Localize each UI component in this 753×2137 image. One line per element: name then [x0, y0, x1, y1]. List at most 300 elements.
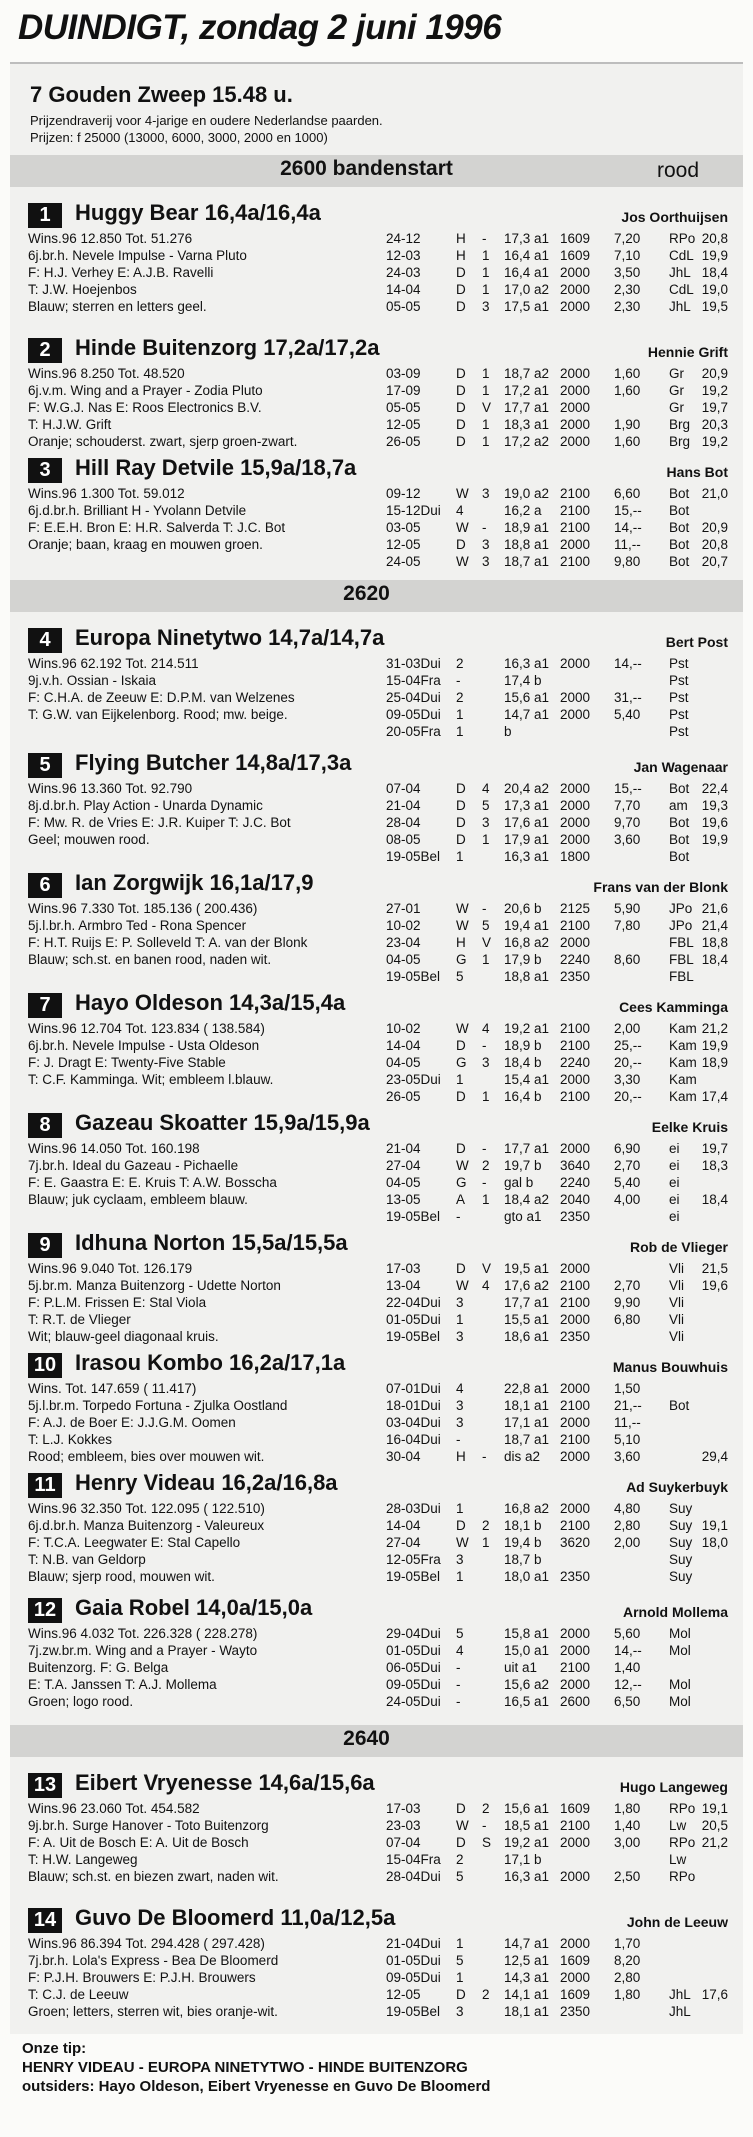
- info-line: T: C.F. Kamminga. Wit; embleem l.blauw.: [28, 1072, 274, 1087]
- result-cell: Pst: [669, 656, 689, 671]
- result-cell: 31,--: [614, 690, 642, 705]
- result-cell: D: [456, 434, 466, 449]
- result-cell: D: [456, 1835, 466, 1850]
- result-cell: 2,00: [614, 1021, 641, 1036]
- result-cell: Bot: [669, 503, 690, 518]
- result-cell: D: [456, 1518, 466, 1533]
- result-cell: Pst: [669, 673, 689, 688]
- result-cell: 12-05Fra: [386, 1552, 441, 1567]
- result-row: [386, 1020, 728, 1037]
- result-cell: 07-04: [386, 1835, 421, 1850]
- result-cell: 3: [482, 537, 490, 552]
- result-row: [386, 1676, 728, 1693]
- horse-info: [28, 1020, 388, 1088]
- result-cell: 2100: [560, 1518, 591, 1533]
- result-cell: Kam: [669, 1021, 697, 1036]
- result-cell: Bot: [669, 537, 690, 552]
- result-cell: 2000: [560, 935, 591, 950]
- result-cell: 3640: [560, 1158, 591, 1173]
- result-cell: -: [456, 1660, 461, 1675]
- result-cell: 1: [482, 383, 490, 398]
- result-cell: 4: [456, 1643, 464, 1658]
- result-cell: 2: [456, 690, 464, 705]
- result-cell: Mol: [669, 1694, 691, 1709]
- result-cell: 17,4 b: [504, 673, 542, 688]
- horse-name: Eibert Vryenesse 14,6a/15,6a: [75, 1770, 375, 1795]
- result-cell: 24-05Dui: [386, 1694, 441, 1709]
- result-row: [386, 264, 728, 281]
- result-cell: 2000: [560, 1626, 591, 1641]
- result-cell: 7,20: [614, 231, 641, 246]
- result-cell: JhL: [669, 2004, 691, 2019]
- horse-entry: [28, 335, 728, 449]
- result-cell: W: [456, 1158, 469, 1173]
- result-row: [386, 1642, 728, 1659]
- result-cell: 4: [456, 503, 464, 518]
- result-cell: 6,80: [614, 1312, 641, 1327]
- horse-entry: [28, 1905, 728, 2019]
- result-cell: 20,9: [701, 366, 728, 381]
- result-cell: 2240: [560, 1055, 591, 1070]
- result-cell: RPo: [669, 1835, 696, 1850]
- result-cell: 2000: [560, 690, 591, 705]
- driver-name: Hugo Langeweg: [619, 1779, 728, 1795]
- result-cell: 17-03: [386, 1801, 421, 1816]
- result-cell: 20,--: [614, 1089, 642, 1104]
- result-cell: 18,8: [701, 935, 728, 950]
- result-cell: 16,8 a2: [504, 935, 550, 950]
- result-cell: D: [456, 537, 466, 552]
- info-line: 8j.d.br.h. Play Action - Unarda Dynamic: [28, 798, 263, 813]
- result-cell: 1,70: [614, 1936, 641, 1951]
- info-line: Geel; mouwen rood.: [28, 832, 150, 847]
- result-cell: 2350: [560, 2004, 591, 2019]
- result-cell: 19,7: [701, 400, 728, 415]
- result-cell: Vli: [669, 1261, 685, 1276]
- horse-header: [28, 625, 728, 655]
- result-row: [386, 230, 728, 247]
- result-cell: 15-04Fra: [386, 673, 441, 688]
- result-cell: 20,8: [701, 537, 728, 552]
- result-row: [386, 655, 728, 672]
- result-row: [386, 1157, 728, 1174]
- result-cell: 17,1 b: [504, 1852, 542, 1867]
- result-cell: D: [456, 299, 466, 314]
- result-cell: Kam: [669, 1072, 697, 1087]
- result-cell: Pst: [669, 690, 689, 705]
- result-cell: 17,6 a1: [504, 815, 550, 830]
- past-results: [386, 655, 728, 740]
- result-cell: -: [482, 1818, 487, 1833]
- result-cell: 19,6: [701, 1278, 728, 1293]
- result-cell: 16,5 a1: [504, 1694, 550, 1709]
- result-cell: 18,7 a1: [504, 554, 550, 569]
- past-results: [386, 1500, 728, 1585]
- info-line: T: H.W. Langeweg: [28, 1852, 138, 1867]
- info-line: Groen; letters, sterren wit, bies oranje-wit.: [28, 2004, 278, 2019]
- result-cell: 07-04: [386, 781, 421, 796]
- past-results: [386, 1935, 728, 2020]
- result-cell: 3: [482, 299, 490, 314]
- result-cell: 18-01Dui: [386, 1398, 441, 1413]
- start-number-badge: 2: [28, 338, 62, 363]
- start-number-badge: 14: [28, 1908, 62, 1933]
- result-cell: 2000: [560, 1415, 591, 1430]
- result-row: [386, 1328, 728, 1345]
- result-cell: 28-04: [386, 815, 421, 830]
- result-cell: 2100: [560, 1038, 591, 1053]
- result-row: [386, 1208, 728, 1225]
- info-line: Wins.96 1.300 Tot. 59.012: [28, 486, 185, 501]
- info-line: Wins.96 14.050 Tot. 160.198: [28, 1141, 200, 1156]
- result-row: [386, 1986, 728, 2003]
- result-cell: 8,60: [614, 952, 641, 967]
- result-cell: D: [456, 1261, 466, 1276]
- result-cell: 2000: [560, 282, 591, 297]
- result-cell: 21,4: [701, 918, 728, 933]
- result-cell: 19,4 a1: [504, 918, 550, 933]
- horse-entry: [28, 1350, 728, 1464]
- result-cell: 5,90: [614, 901, 641, 916]
- result-cell: 12,--: [614, 1677, 642, 1692]
- result-cell: W: [456, 486, 469, 501]
- info-line: T: R.T. de Vlieger: [28, 1312, 131, 1327]
- result-cell: Lw: [669, 1852, 687, 1867]
- result-row: [386, 1311, 728, 1328]
- horse-name: Ian Zorgwijk 16,1a/17,9: [75, 870, 314, 895]
- result-cell: H: [456, 248, 466, 263]
- result-cell: 1: [482, 434, 490, 449]
- info-line: F: H.J. Verhey E: A.J.B. Ravelli: [28, 265, 214, 280]
- result-cell: 18,1 a1: [504, 2004, 550, 2019]
- result-cell: 2: [482, 1987, 490, 2002]
- result-cell: Mol: [669, 1626, 691, 1641]
- result-cell: -: [456, 1677, 461, 1692]
- result-cell: RPo: [669, 1801, 696, 1816]
- result-cell: 5,40: [614, 1175, 641, 1190]
- result-row: [386, 934, 728, 951]
- result-cell: 5,40: [614, 707, 641, 722]
- start-number-badge: 4: [28, 628, 62, 653]
- result-cell: 3,30: [614, 1072, 641, 1087]
- result-cell: D: [456, 781, 466, 796]
- result-cell: 2100: [560, 1432, 591, 1447]
- result-cell: 18,7 a2: [504, 366, 550, 381]
- result-cell: 1609: [560, 1953, 591, 1968]
- result-cell: 14,7 a1: [504, 1936, 550, 1951]
- result-cell: D: [456, 1141, 466, 1156]
- result-cell: -: [456, 1694, 461, 1709]
- result-row: [386, 502, 728, 519]
- result-cell: 2,50: [614, 1869, 641, 1884]
- result-cell: 01-05Dui: [386, 1312, 441, 1327]
- result-cell: Mol: [669, 1643, 691, 1658]
- result-cell: 20,6 b: [504, 901, 542, 916]
- result-cell: 3: [456, 1398, 464, 1413]
- info-line: T: N.B. van Geldorp: [28, 1552, 146, 1567]
- result-cell: 18,4: [701, 952, 728, 967]
- start-number-badge: 7: [28, 993, 62, 1018]
- result-cell: 21,0: [701, 486, 728, 501]
- info-line: T: J.W. Hoejenbos: [28, 282, 137, 297]
- result-cell: 2350: [560, 1569, 591, 1584]
- result-cell: Vli: [669, 1312, 685, 1327]
- horse-entry: [28, 200, 728, 314]
- horse-info: [28, 1500, 388, 1585]
- result-cell: 1: [482, 1535, 490, 1550]
- result-cell: 19,5 a1: [504, 1261, 550, 1276]
- result-cell: 9,90: [614, 1295, 641, 1310]
- info-line: F: C.H.A. de Zeeuw E: D.P.M. van Welzenes: [28, 690, 295, 705]
- result-cell: 16,4 b: [504, 1089, 542, 1104]
- result-cell: 17,3 a1: [504, 231, 550, 246]
- result-cell: 3: [456, 1415, 464, 1430]
- result-cell: 17,1 a1: [504, 1415, 550, 1430]
- horse-info: [28, 1140, 388, 1208]
- result-row: [386, 780, 728, 797]
- result-cell: 3620: [560, 1535, 591, 1550]
- result-cell: 4: [482, 1021, 490, 1036]
- result-cell: 09-12: [386, 486, 421, 501]
- horse-header: [28, 1110, 728, 1140]
- result-cell: 20-05Fra: [386, 724, 441, 739]
- result-cell: 20,3: [701, 417, 728, 432]
- result-cell: D: [456, 366, 466, 381]
- result-cell: 29-04Dui: [386, 1626, 441, 1641]
- result-cell: 3: [482, 1055, 490, 1070]
- result-cell: Suy: [669, 1535, 693, 1550]
- result-cell: 2000: [560, 798, 591, 813]
- result-cell: 12-05: [386, 417, 421, 432]
- result-cell: 18,7 b: [504, 1552, 542, 1567]
- result-cell: 1: [456, 1970, 464, 1985]
- horse-entry: [28, 625, 728, 739]
- result-cell: ei: [669, 1158, 680, 1173]
- result-cell: V: [482, 935, 492, 950]
- horse-header: [28, 990, 728, 1020]
- horse-info: [28, 1935, 388, 2020]
- result-row: [386, 485, 728, 502]
- result-cell: 2,30: [614, 282, 641, 297]
- result-cell: 22,8 a1: [504, 1381, 550, 1396]
- driver-name: Cees Kamminga: [619, 999, 728, 1015]
- tip-favorites: HENRY VIDEAU - EUROPA NINETYTWO - HINDE BUITENZORG: [22, 2059, 468, 2076]
- result-cell: Gr: [669, 366, 684, 381]
- result-cell: D: [456, 798, 466, 813]
- horse-info: [28, 1260, 388, 1345]
- result-cell: D: [456, 1038, 466, 1053]
- race-title: 7 Gouden Zweep 15.48 u.: [30, 82, 293, 107]
- start-number-badge: 6: [28, 873, 62, 898]
- result-cell: 19,9: [701, 1038, 728, 1053]
- info-line: 5j.br.m. Manza Buitenzorg - Udette Norton: [28, 1278, 281, 1293]
- result-cell: 2: [456, 656, 464, 671]
- result-cell: 21,6: [701, 901, 728, 916]
- result-cell: 17,9 a1: [504, 832, 550, 847]
- result-row: [386, 917, 728, 934]
- tip-label: Onze tip:: [22, 2040, 87, 2057]
- result-cell: 17,7 a1: [504, 1141, 550, 1156]
- result-cell: 10-02: [386, 1021, 421, 1036]
- result-cell: 14-04: [386, 282, 421, 297]
- horse-header: [28, 200, 728, 230]
- result-cell: 2,70: [614, 1278, 641, 1293]
- horse-header: [28, 1905, 728, 1935]
- horse-info: [28, 1800, 388, 1885]
- result-cell: 2000: [560, 1835, 591, 1850]
- result-row: [386, 1517, 728, 1534]
- result-cell: -: [456, 1432, 461, 1447]
- result-cell: Bot: [669, 486, 690, 501]
- result-cell: 11,--: [614, 1415, 641, 1430]
- result-cell: 20,5: [701, 1818, 728, 1833]
- result-cell: 2100: [560, 1295, 591, 1310]
- result-cell: 8,20: [614, 1953, 641, 1968]
- result-cell: 2000: [560, 1072, 591, 1087]
- result-cell: uit a1: [504, 1660, 538, 1675]
- result-cell: Bot: [669, 520, 690, 535]
- result-cell: 1609: [560, 248, 591, 263]
- result-row: [386, 1625, 728, 1642]
- result-cell: 19,2 a1: [504, 1835, 550, 1850]
- result-cell: 2100: [560, 1278, 591, 1293]
- driver-name: John de Leeuw: [626, 1914, 728, 1930]
- result-cell: 17,0 a2: [504, 282, 550, 297]
- result-cell: 2000: [560, 537, 591, 552]
- result-cell: Suy: [669, 1501, 693, 1516]
- result-cell: 13-05: [386, 1192, 421, 1207]
- result-cell: 18,6 a1: [504, 1329, 550, 1344]
- result-cell: -: [482, 1175, 487, 1190]
- info-line: Wins. Tot. 147.659 ( 11.417): [28, 1381, 197, 1396]
- result-cell: 1,60: [614, 434, 641, 449]
- result-cell: 17-03: [386, 1261, 421, 1276]
- horse-name: Gaia Robel 14,0a/15,0a: [75, 1595, 313, 1620]
- result-cell: dis a2: [504, 1449, 541, 1464]
- info-line: E: T.A. Janssen T: A.J. Mollema: [28, 1677, 217, 1692]
- driver-name: Jan Wagenaar: [633, 759, 728, 775]
- info-line: F: J. Dragt E: Twenty-Five Stable: [28, 1055, 226, 1070]
- result-cell: 27-04: [386, 1158, 421, 1173]
- result-row: [386, 2003, 728, 2020]
- result-cell: D: [456, 400, 466, 415]
- result-cell: 08-05: [386, 832, 421, 847]
- result-row: [386, 1071, 728, 1088]
- info-line: Groen; logo rood.: [28, 1694, 134, 1709]
- result-cell: Vli: [669, 1295, 685, 1310]
- result-cell: 09-05Dui: [386, 707, 441, 722]
- result-cell: 22,4: [701, 781, 728, 796]
- result-cell: 1609: [560, 1801, 591, 1816]
- result-row: [386, 247, 728, 264]
- info-line: F: P.J.H. Brouwers E: P.J.H. Brouwers: [28, 1970, 256, 1985]
- result-cell: 18,9: [701, 1055, 728, 1070]
- result-cell: 09-05Dui: [386, 1677, 441, 1692]
- horse-header: [28, 335, 728, 365]
- result-cell: 15-12Dui: [386, 503, 441, 518]
- result-cell: 10-02: [386, 918, 421, 933]
- horse-name: Hinde Buitenzorg 17,2a/17,2a: [75, 335, 380, 360]
- race-prizes: Prijzen: f 25000 (13000, 6000, 3000, 2000 en 1000): [30, 130, 328, 145]
- result-cell: 20,4 a2: [504, 781, 550, 796]
- result-cell: 12-05: [386, 537, 421, 552]
- info-line: Blauw; juk cyclaam, embleem blauw.: [28, 1192, 248, 1207]
- info-line: Rood; embleem, bies over mouwen wit.: [28, 1449, 265, 1464]
- info-line: F: E. Gaastra E: E. Kruis T: A.W. Bosscha: [28, 1175, 277, 1190]
- result-cell: 19,6: [701, 815, 728, 830]
- result-cell: 17,6: [701, 1987, 728, 2002]
- result-cell: 21,5: [701, 1261, 728, 1276]
- horse-name: Idhuna Norton 15,5a/15,5a: [75, 1230, 348, 1255]
- result-cell: 3: [456, 1295, 464, 1310]
- result-row: [386, 399, 728, 416]
- past-results: [386, 1800, 728, 1885]
- result-cell: 17,2 a1: [504, 383, 550, 398]
- result-cell: 3,50: [614, 265, 641, 280]
- result-cell: 3: [456, 1552, 464, 1567]
- result-row: [386, 1191, 728, 1208]
- horse-name: Henry Videau 16,2a/16,8a: [75, 1470, 338, 1495]
- driver-name: Hennie Grift: [647, 344, 728, 360]
- result-cell: V: [482, 1261, 492, 1276]
- section-2640: 2640: [343, 1727, 390, 1750]
- result-cell: 09-05Dui: [386, 1970, 441, 1985]
- info-line: 6j.d.br.h. Brilliant H - Yvolann Detvile: [28, 503, 247, 518]
- result-cell: 17,7 a1: [504, 1295, 550, 1310]
- horse-header: [28, 1470, 728, 1500]
- result-row: [386, 416, 728, 433]
- result-cell: 19,0: [701, 282, 728, 297]
- result-cell: 01-05Dui: [386, 1643, 441, 1658]
- result-cell: 23-05Dui: [386, 1072, 441, 1087]
- result-cell: 19-05Bel: [386, 1209, 441, 1224]
- result-cell: 2000: [560, 417, 591, 432]
- info-line: Wins.96 8.250 Tot. 48.520: [28, 366, 185, 381]
- result-row: [386, 1260, 728, 1277]
- result-cell: Brg: [669, 417, 691, 432]
- result-cell: 14,3 a1: [504, 1970, 550, 1985]
- result-cell: 18,8 a1: [504, 969, 550, 984]
- result-cell: 2000: [560, 707, 591, 722]
- result-row: [386, 281, 728, 298]
- result-cell: -: [482, 1141, 487, 1156]
- result-row: [386, 1431, 728, 1448]
- result-cell: 1: [456, 1936, 464, 1951]
- result-cell: D: [456, 417, 466, 432]
- result-cell: 17,5 a1: [504, 299, 550, 314]
- result-cell: 14-04: [386, 1518, 421, 1533]
- result-cell: 17,6 a2: [504, 1278, 550, 1293]
- result-cell: 1: [482, 952, 490, 967]
- result-cell: 2600: [560, 1694, 591, 1709]
- result-cell: 21,--: [614, 1398, 642, 1413]
- result-cell: 4,00: [614, 1192, 641, 1207]
- info-line: Wit; blauw-geel diagonaal kruis.: [28, 1329, 219, 1344]
- horse-header: [28, 1595, 728, 1625]
- info-line: T: C.J. de Leeuw: [28, 1987, 129, 2002]
- result-cell: b: [504, 724, 512, 739]
- driver-name: Hans Bot: [666, 464, 728, 480]
- result-cell: 2000: [560, 383, 591, 398]
- result-cell: 19,4 b: [504, 1535, 542, 1550]
- result-row: [386, 1534, 728, 1551]
- result-cell: 5: [456, 1869, 464, 1884]
- result-cell: 14,--: [614, 520, 642, 535]
- info-line: T: L.J. Kokkes: [28, 1432, 113, 1447]
- result-cell: 15,0 a1: [504, 1643, 550, 1658]
- result-row: [386, 1174, 728, 1191]
- past-results: [386, 485, 728, 570]
